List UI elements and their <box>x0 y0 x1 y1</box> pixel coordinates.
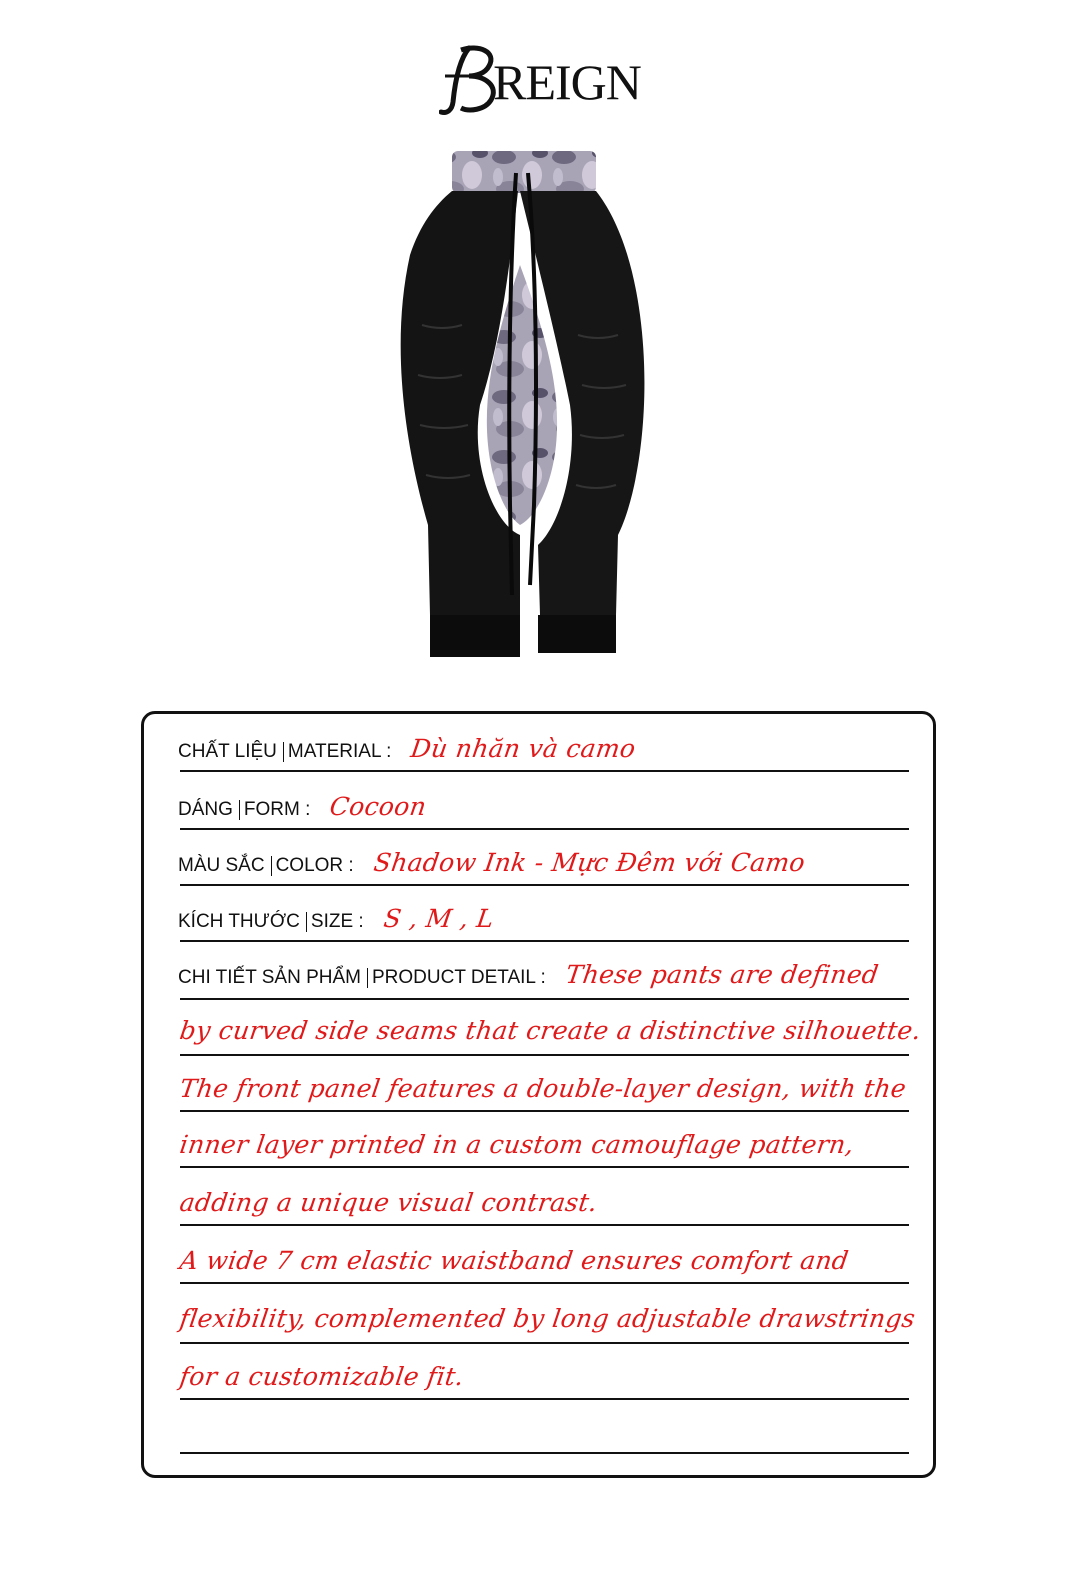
size-value: S , M , L <box>381 904 496 933</box>
detail-value-first: These pants are defined <box>563 960 881 989</box>
product-image <box>370 145 670 665</box>
material-label: CHẤT LIỆU MATERIAL : <box>178 741 392 762</box>
color-label: MÀU SẮC COLOR : <box>178 855 354 876</box>
form-row <box>178 792 427 821</box>
divider <box>180 1342 909 1344</box>
divider <box>180 828 909 830</box>
material-row <box>178 734 636 763</box>
detail-row <box>178 960 881 989</box>
divider <box>180 1452 909 1454</box>
color-value: Shadow Ink - Mực Đêm với Camo <box>371 848 807 877</box>
spec-card <box>141 711 936 1478</box>
detail-line: flexibility, complemented by long adjustable drawstrings <box>177 1304 918 1333</box>
divider <box>180 1166 909 1168</box>
divider <box>180 1110 909 1112</box>
divider <box>180 1054 909 1056</box>
material-value: Dù nhăn và camo <box>409 734 638 763</box>
divider <box>180 940 909 942</box>
detail-line: for a customizable fit. <box>177 1362 466 1391</box>
divider <box>180 1282 909 1284</box>
color-row <box>178 848 805 877</box>
divider <box>180 998 909 1000</box>
brand-name: REIGN <box>493 54 641 110</box>
divider <box>180 1224 909 1226</box>
divider <box>180 884 909 886</box>
form-value: Cocoon <box>328 792 429 821</box>
brand-logo <box>0 42 1080 122</box>
detail-line: A wide 7 cm elastic waistband ensures comfort and <box>177 1246 851 1275</box>
divider <box>180 770 909 772</box>
divider <box>180 1398 909 1400</box>
detail-line: inner layer printed in a custom camouflage pattern, <box>177 1130 856 1159</box>
detail-line: The front panel features a double-layer design, with the <box>177 1074 909 1103</box>
form-label: DÁNG FORM : <box>178 799 311 820</box>
detail-line: adding a unique visual contrast. <box>177 1188 600 1217</box>
detail-label: CHI TIẾT SẢN PHẨM PRODUCT DETAIL : <box>178 967 546 988</box>
size-label: KÍCH THƯỚC SIZE : <box>178 911 364 932</box>
detail-line: by curved side seams that create a distinctive silhouette. <box>177 1016 923 1045</box>
size-row <box>178 904 496 933</box>
